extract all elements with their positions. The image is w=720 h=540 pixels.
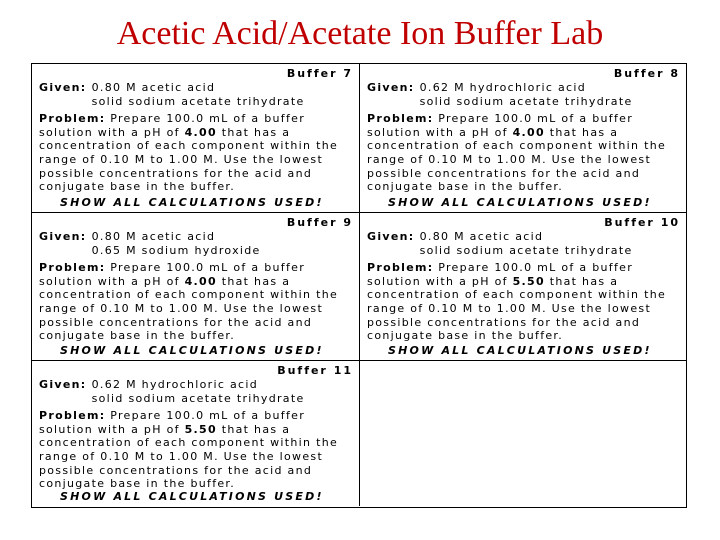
given-reagent-2: 0.65 M sodium hydroxide — [91, 243, 261, 257]
given-reagent-2: solid sodium acetate trihydrate — [91, 94, 305, 108]
problem-label: Problem: — [39, 409, 106, 423]
given-label: Given: — [39, 230, 87, 243]
target-ph: 5.50 — [184, 422, 217, 436]
buffer-name: Buffer 7 — [286, 67, 353, 80]
buffer-problem-sheet — [31, 63, 687, 508]
given-row — [39, 81, 353, 108]
target-ph: 4.00 — [184, 274, 217, 288]
problem-statement: Problem: Prepare 100.0 mL of a buffer solution with a pH of 5.50 that has a concentration of each component within the range of 0.10 M to 1.00 M. Use the lowest possible concentrations for the acid and conjugate base in the buffer. — [39, 409, 339, 491]
show-calculations-note: SHOW ALL CALCULATIONS USED! — [60, 490, 324, 504]
given-reagent-2: solid sodium acetate trihydrate — [419, 243, 633, 257]
show-calculations-note: SHOW ALL CALCULATIONS USED! — [60, 196, 324, 210]
slide-title: Acetic Acid/Acetate Ion Buffer Lab — [116, 15, 604, 52]
given-label: Given: — [39, 378, 87, 391]
problem-statement: Problem: Prepare 100.0 mL of a buffer solution with a pH of 4.00 that has a concentration of each component within the range of 0.10 M to 1.00 M. Use the lowest possible concentrations for the acid and conjugate base in the buffer. — [39, 112, 339, 194]
given-label: Given: — [367, 81, 415, 94]
buffer-11-card — [32, 360, 360, 506]
problem-label: Problem: — [367, 261, 434, 275]
problem-label: Problem: — [39, 261, 106, 275]
buffer-7-card — [32, 64, 360, 212]
given-label: Given: — [39, 81, 87, 94]
show-calculations-note: SHOW ALL CALCULATIONS USED! — [388, 344, 652, 358]
target-ph: 4.00 — [512, 125, 545, 139]
problem-statement: Problem: Prepare 100.0 mL of a buffer solution with a pH of 4.00 that has a concentration of each component within the range of 0.10 M to 1.00 M. Use the lowest possible concentrations for the acid and conjugate base in the buffer. — [39, 261, 339, 343]
given-row — [367, 81, 680, 108]
given-reagent-1: 0.62 M hydrochloric acid — [91, 378, 259, 391]
given-row — [39, 230, 353, 257]
target-ph: 5.50 — [512, 274, 545, 288]
buffer-9-card — [32, 212, 360, 360]
problem-label: Problem: — [39, 112, 106, 126]
given-reagent-2: solid sodium acetate trihydrate — [91, 391, 305, 405]
given-reagent-1: 0.80 M acetic acid — [91, 230, 216, 243]
show-calculations-note: SHOW ALL CALCULATIONS USED! — [60, 344, 324, 358]
given-reagent-1: 0.80 M acetic acid — [419, 230, 544, 243]
show-calculations-note: SHOW ALL CALCULATIONS USED! — [388, 196, 652, 210]
problem-statement: Problem: Prepare 100.0 mL of a buffer solution with a pH of 5.50 that has a concentration of each component within the range of 0.10 M to 1.00 M. Use the lowest possible concentrations for the acid and conjugate base in the buffer. — [367, 261, 667, 343]
problem-statement: Problem: Prepare 100.0 mL of a buffer solution with a pH of 4.00 that has a concentration of each component within the range of 0.10 M to 1.00 M. Use the lowest possible concentrations for the acid and conjugate base in the buffer. — [367, 112, 667, 194]
buffer-8-card — [360, 64, 686, 212]
given-reagent-1: 0.80 M acetic acid — [91, 81, 216, 94]
given-label: Given: — [367, 230, 415, 243]
buffer-name: Buffer 11 — [277, 364, 353, 377]
buffer-10-card — [360, 212, 686, 360]
buffer-name: Buffer 10 — [604, 216, 680, 229]
buffer-name: Buffer 8 — [613, 67, 680, 80]
target-ph: 4.00 — [184, 125, 217, 139]
given-row — [39, 378, 353, 405]
given-reagent-2: solid sodium acetate trihydrate — [419, 94, 633, 108]
problem-label: Problem: — [367, 112, 434, 126]
given-row — [367, 230, 680, 257]
given-reagent-1: 0.62 M hydrochloric acid — [419, 81, 587, 94]
buffer-name: Buffer 9 — [286, 216, 353, 229]
empty-cell — [360, 360, 686, 506]
